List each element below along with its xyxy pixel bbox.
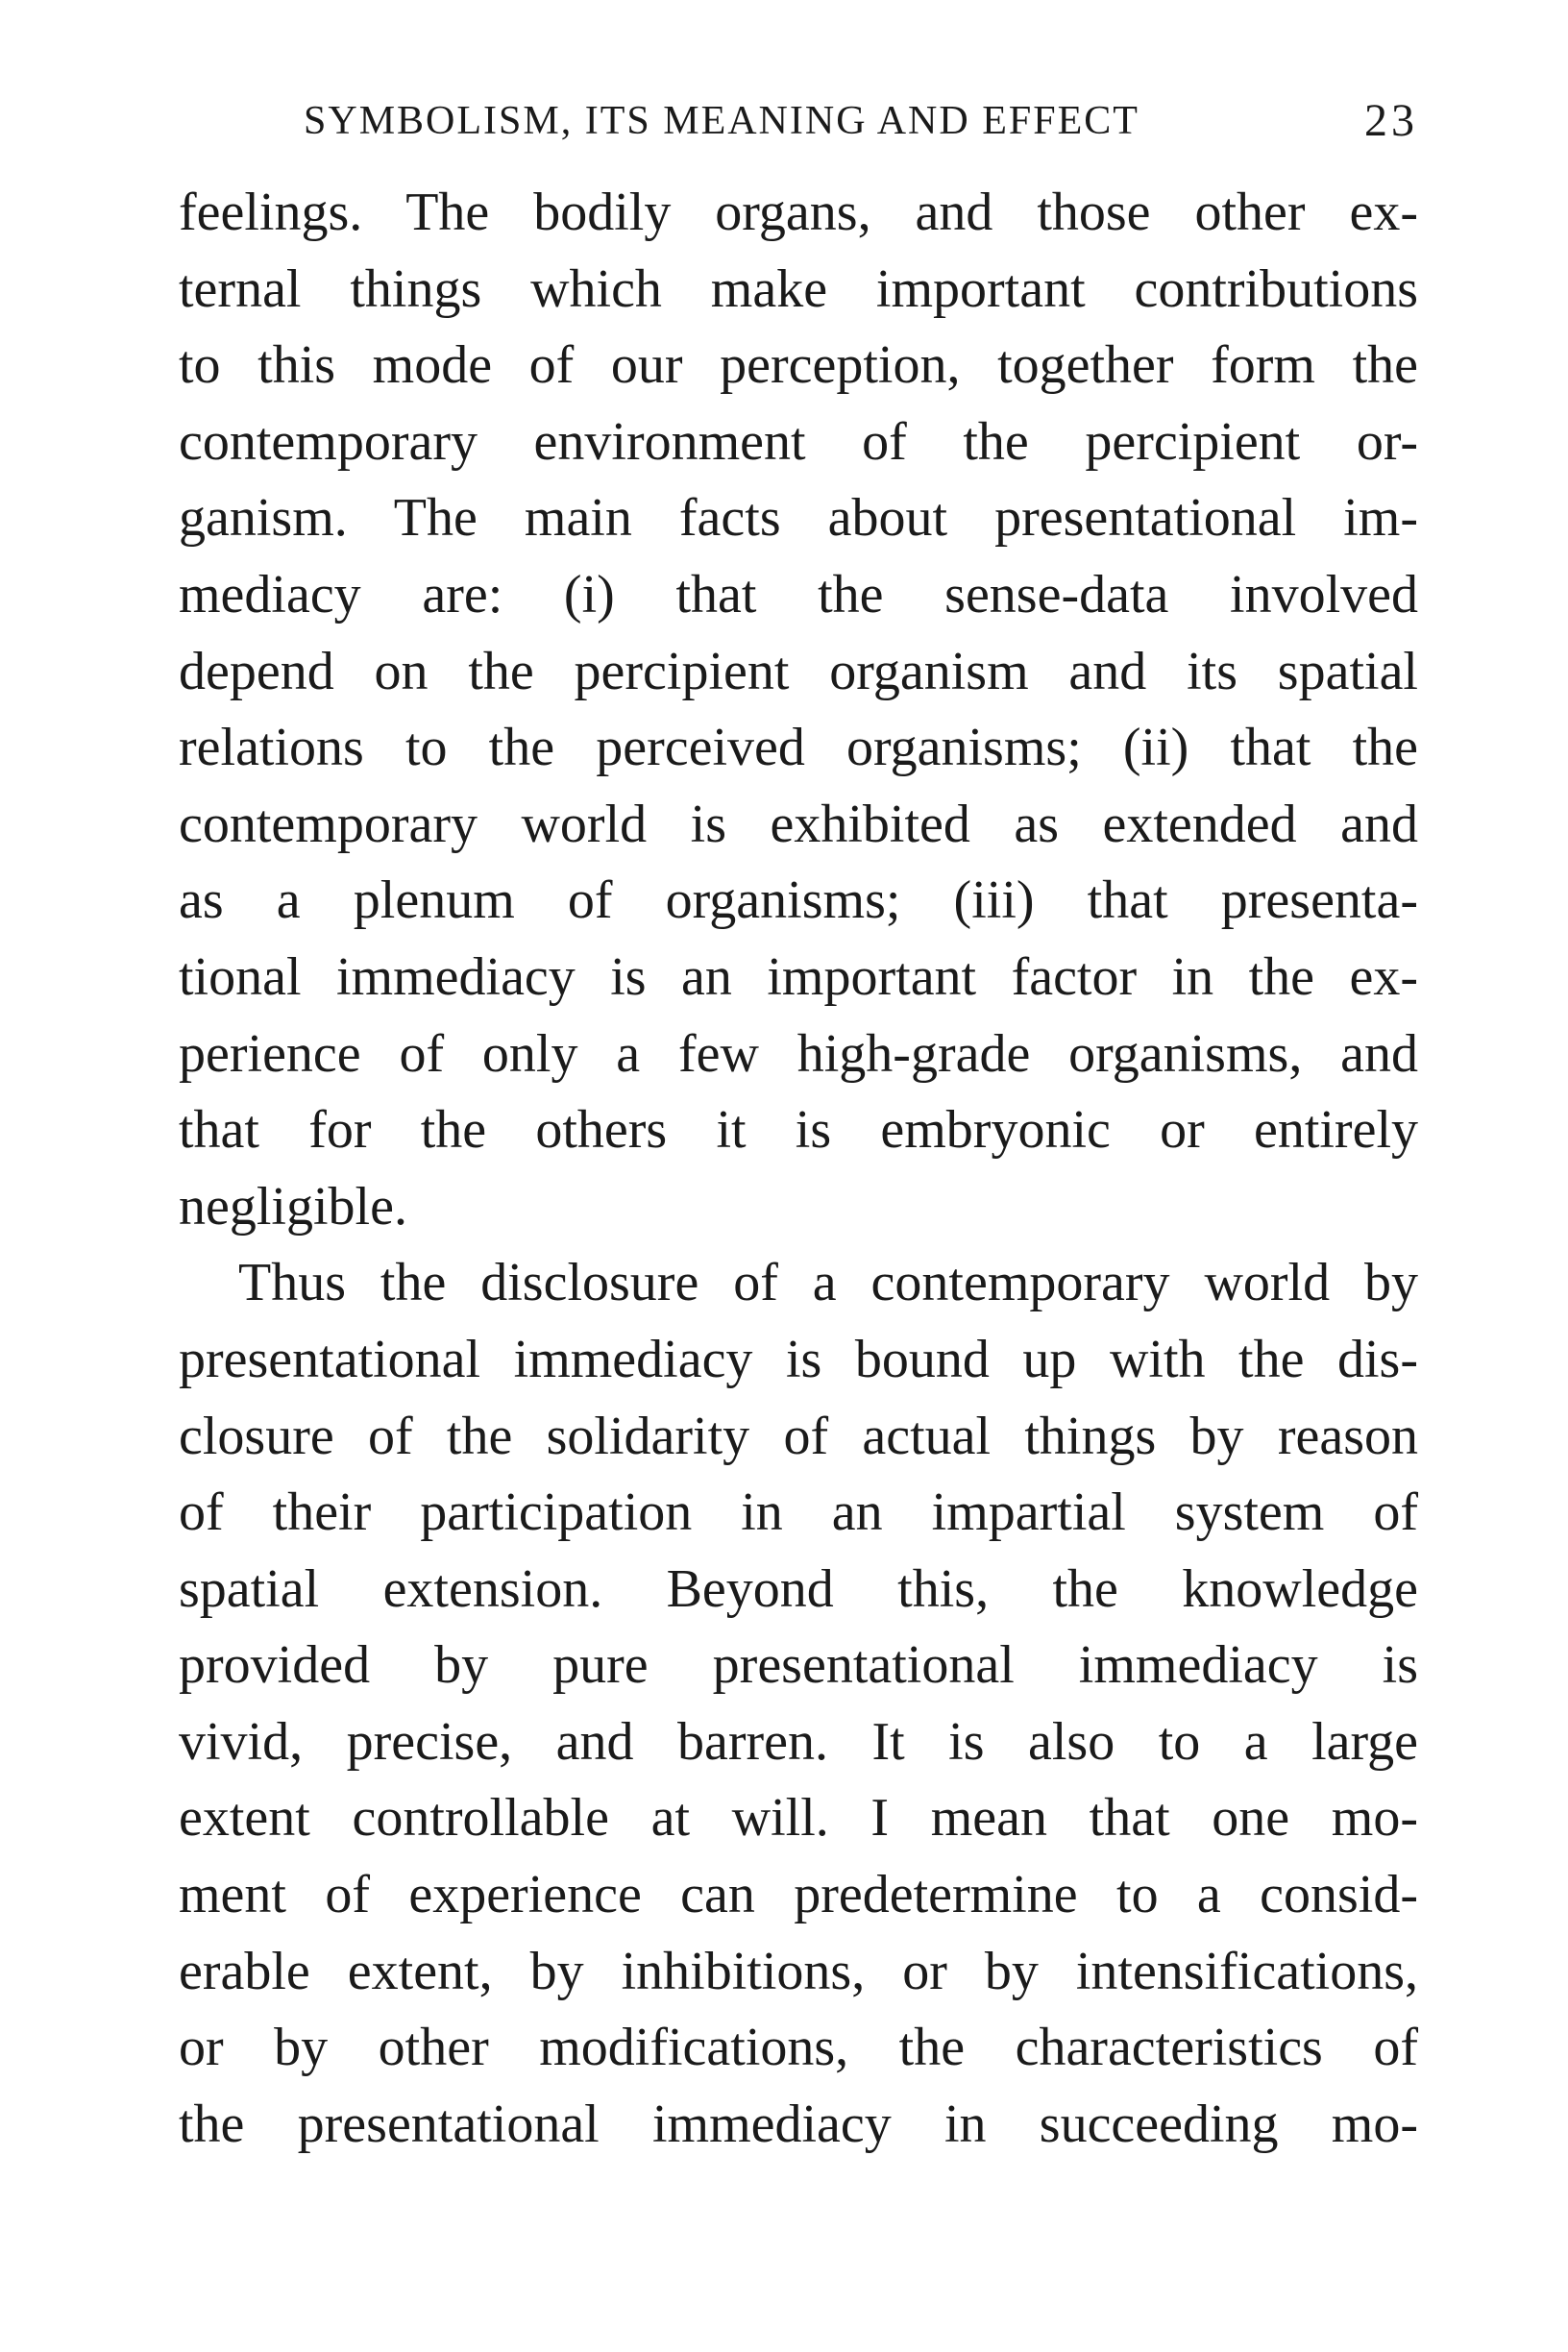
text-line: of their participation in an impartial system of	[179, 1482, 1418, 1543]
text-line: contemporary world is exhibited as extended and	[179, 794, 1418, 854]
text-line: tional immediacy is an important factor in the ex-	[179, 946, 1418, 1007]
text-line: spatial extension. Beyond this, the knowledge	[179, 1558, 1418, 1619]
running-head-title: SYMBOLISM, ITS MEANING AND EFFECT	[304, 99, 1139, 143]
text-line: provided by pure presentational immediacy is	[179, 1635, 1418, 1696]
text-line: closure of the solidarity of actual things by reason	[179, 1406, 1418, 1466]
text-line: that for the others it is embryonic or entirely	[179, 1100, 1418, 1161]
text-line: the presentational immediacy in succeeding mo-	[179, 2094, 1418, 2154]
text-line: erable extent, by inhibitions, or by intensifications,	[179, 1941, 1418, 2001]
text-line: ment of experience can predetermine to a consid-	[179, 1865, 1418, 1925]
paragraph-1	[179, 175, 1418, 1245]
text-line: or by other modifications, the characteristics of	[179, 2018, 1418, 2078]
text-line: to this mode of our perception, together form the	[179, 335, 1418, 396]
text-line: vivid, precise, and barren. It is also to a large	[179, 1711, 1418, 1772]
text-line: depend on the percipient organism and its spatial	[179, 641, 1418, 701]
text-line: extent controllable at will. I mean that one mo-	[179, 1788, 1418, 1849]
text-line: presentational immediacy is bound up with the dis-	[179, 1329, 1418, 1389]
text-line: contemporary environment of the percipient or-	[179, 411, 1418, 472]
text-line: ternal things which make important contributions	[179, 258, 1418, 319]
text-line: as a plenum of organisms; (iii) that presenta-	[179, 870, 1418, 931]
text-line: perience of only a few high-grade organisms, and	[179, 1023, 1418, 1084]
paragraph-2	[179, 1245, 1418, 2163]
text-line: mediacy are: (i) that the sense-data involved	[179, 564, 1418, 625]
running-head	[304, 92, 1418, 150]
text-line: relations to the perceived organisms; (ii) that the	[179, 718, 1418, 778]
page-number: 23	[1364, 95, 1418, 146]
text-line: negligible.	[179, 1176, 407, 1237]
body-text	[179, 175, 1418, 2163]
text-line: feelings. The bodily organs, and those other ex-	[179, 183, 1418, 242]
text-line: Thus the disclosure of a contemporary world by	[238, 1253, 1418, 1313]
text-line: ganism. The main facts about presentational im-	[179, 488, 1418, 549]
